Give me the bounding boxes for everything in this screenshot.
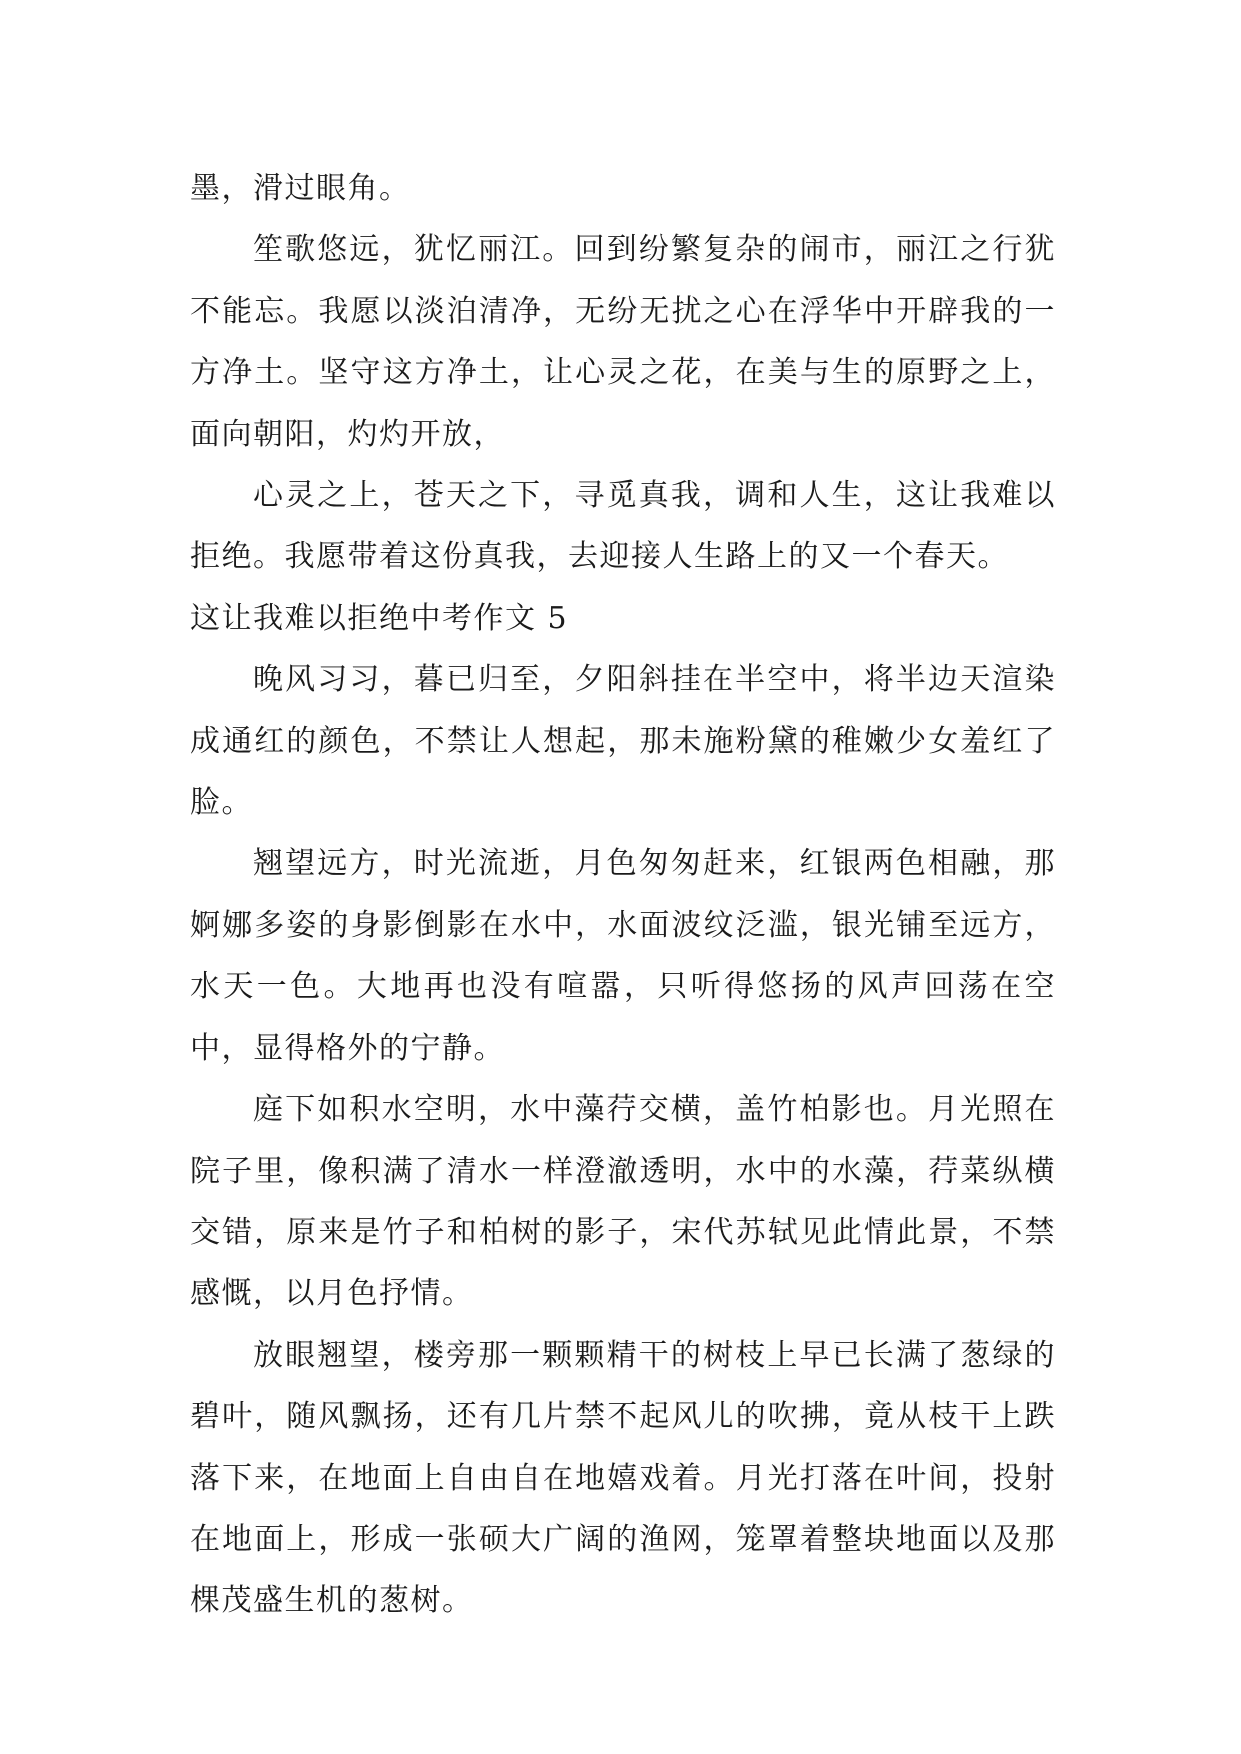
essay-heading: 这让我难以拒绝中考作文 5: [190, 600, 569, 636]
paragraph: 翘望远方，时光流逝，月色匆匆赶来，红银两色相融，那婀娜多姿的身影倒影在水中，水面波纹泛滥，银光铺至远方，水天一色。大地再也没有喧嚣，只听得悠扬的风声回荡在空中，显得格外的宁静。: [190, 846, 1056, 1066]
paragraph-continuation: 墨，滑过眼角。: [190, 171, 411, 206]
paragraph: 放眼翘望，楼旁那一颗颗精干的树枝上早已长满了葱绿的碧叶，随风飘扬，还有几片禁不起风儿的吹拂，竟从枝干上跌落下来，在地面上自由自在地嬉戏着。月光打落在叶间，投射在地面上，形成一张硕大广阔的渔网，笼罩着整块地面以及那棵茂盛生机的葱树。: [190, 1337, 1056, 1619]
paragraph: 晚风习习，暮已归至，夕阳斜挂在半空中，将半边天渲染成通红的颜色，不禁让人想起，那未施粉黛的稚嫩少女羞红了脸。: [190, 662, 1056, 821]
paragraph: 笙歌悠远，犹忆丽江。回到纷繁复杂的闹市，丽江之行犹不能忘。我愿以淡泊清净，无纷无扰之心在浮华中开辟我的一方净土。坚守这方净土，让心灵之花，在美与生的原野之上，面向朝阳，灼灼开放，: [190, 232, 1056, 452]
paragraph: 心灵之上，苍天之下，寻觅真我，调和人生，这让我难以拒绝。我愿带着这份真我，去迎接人生路上的又一个春天。: [190, 478, 1056, 575]
document-body: [190, 158, 1056, 1632]
paragraph: 庭下如积水空明，水中藻荇交横，盖竹柏影也。月光照在院子里，像积满了清水一样澄澈透明，水中的水藻，荇菜纵横交错，原来是竹子和柏树的影子，宋代苏轼见此情此景，不禁感慨，以月色抒情。: [190, 1092, 1056, 1312]
